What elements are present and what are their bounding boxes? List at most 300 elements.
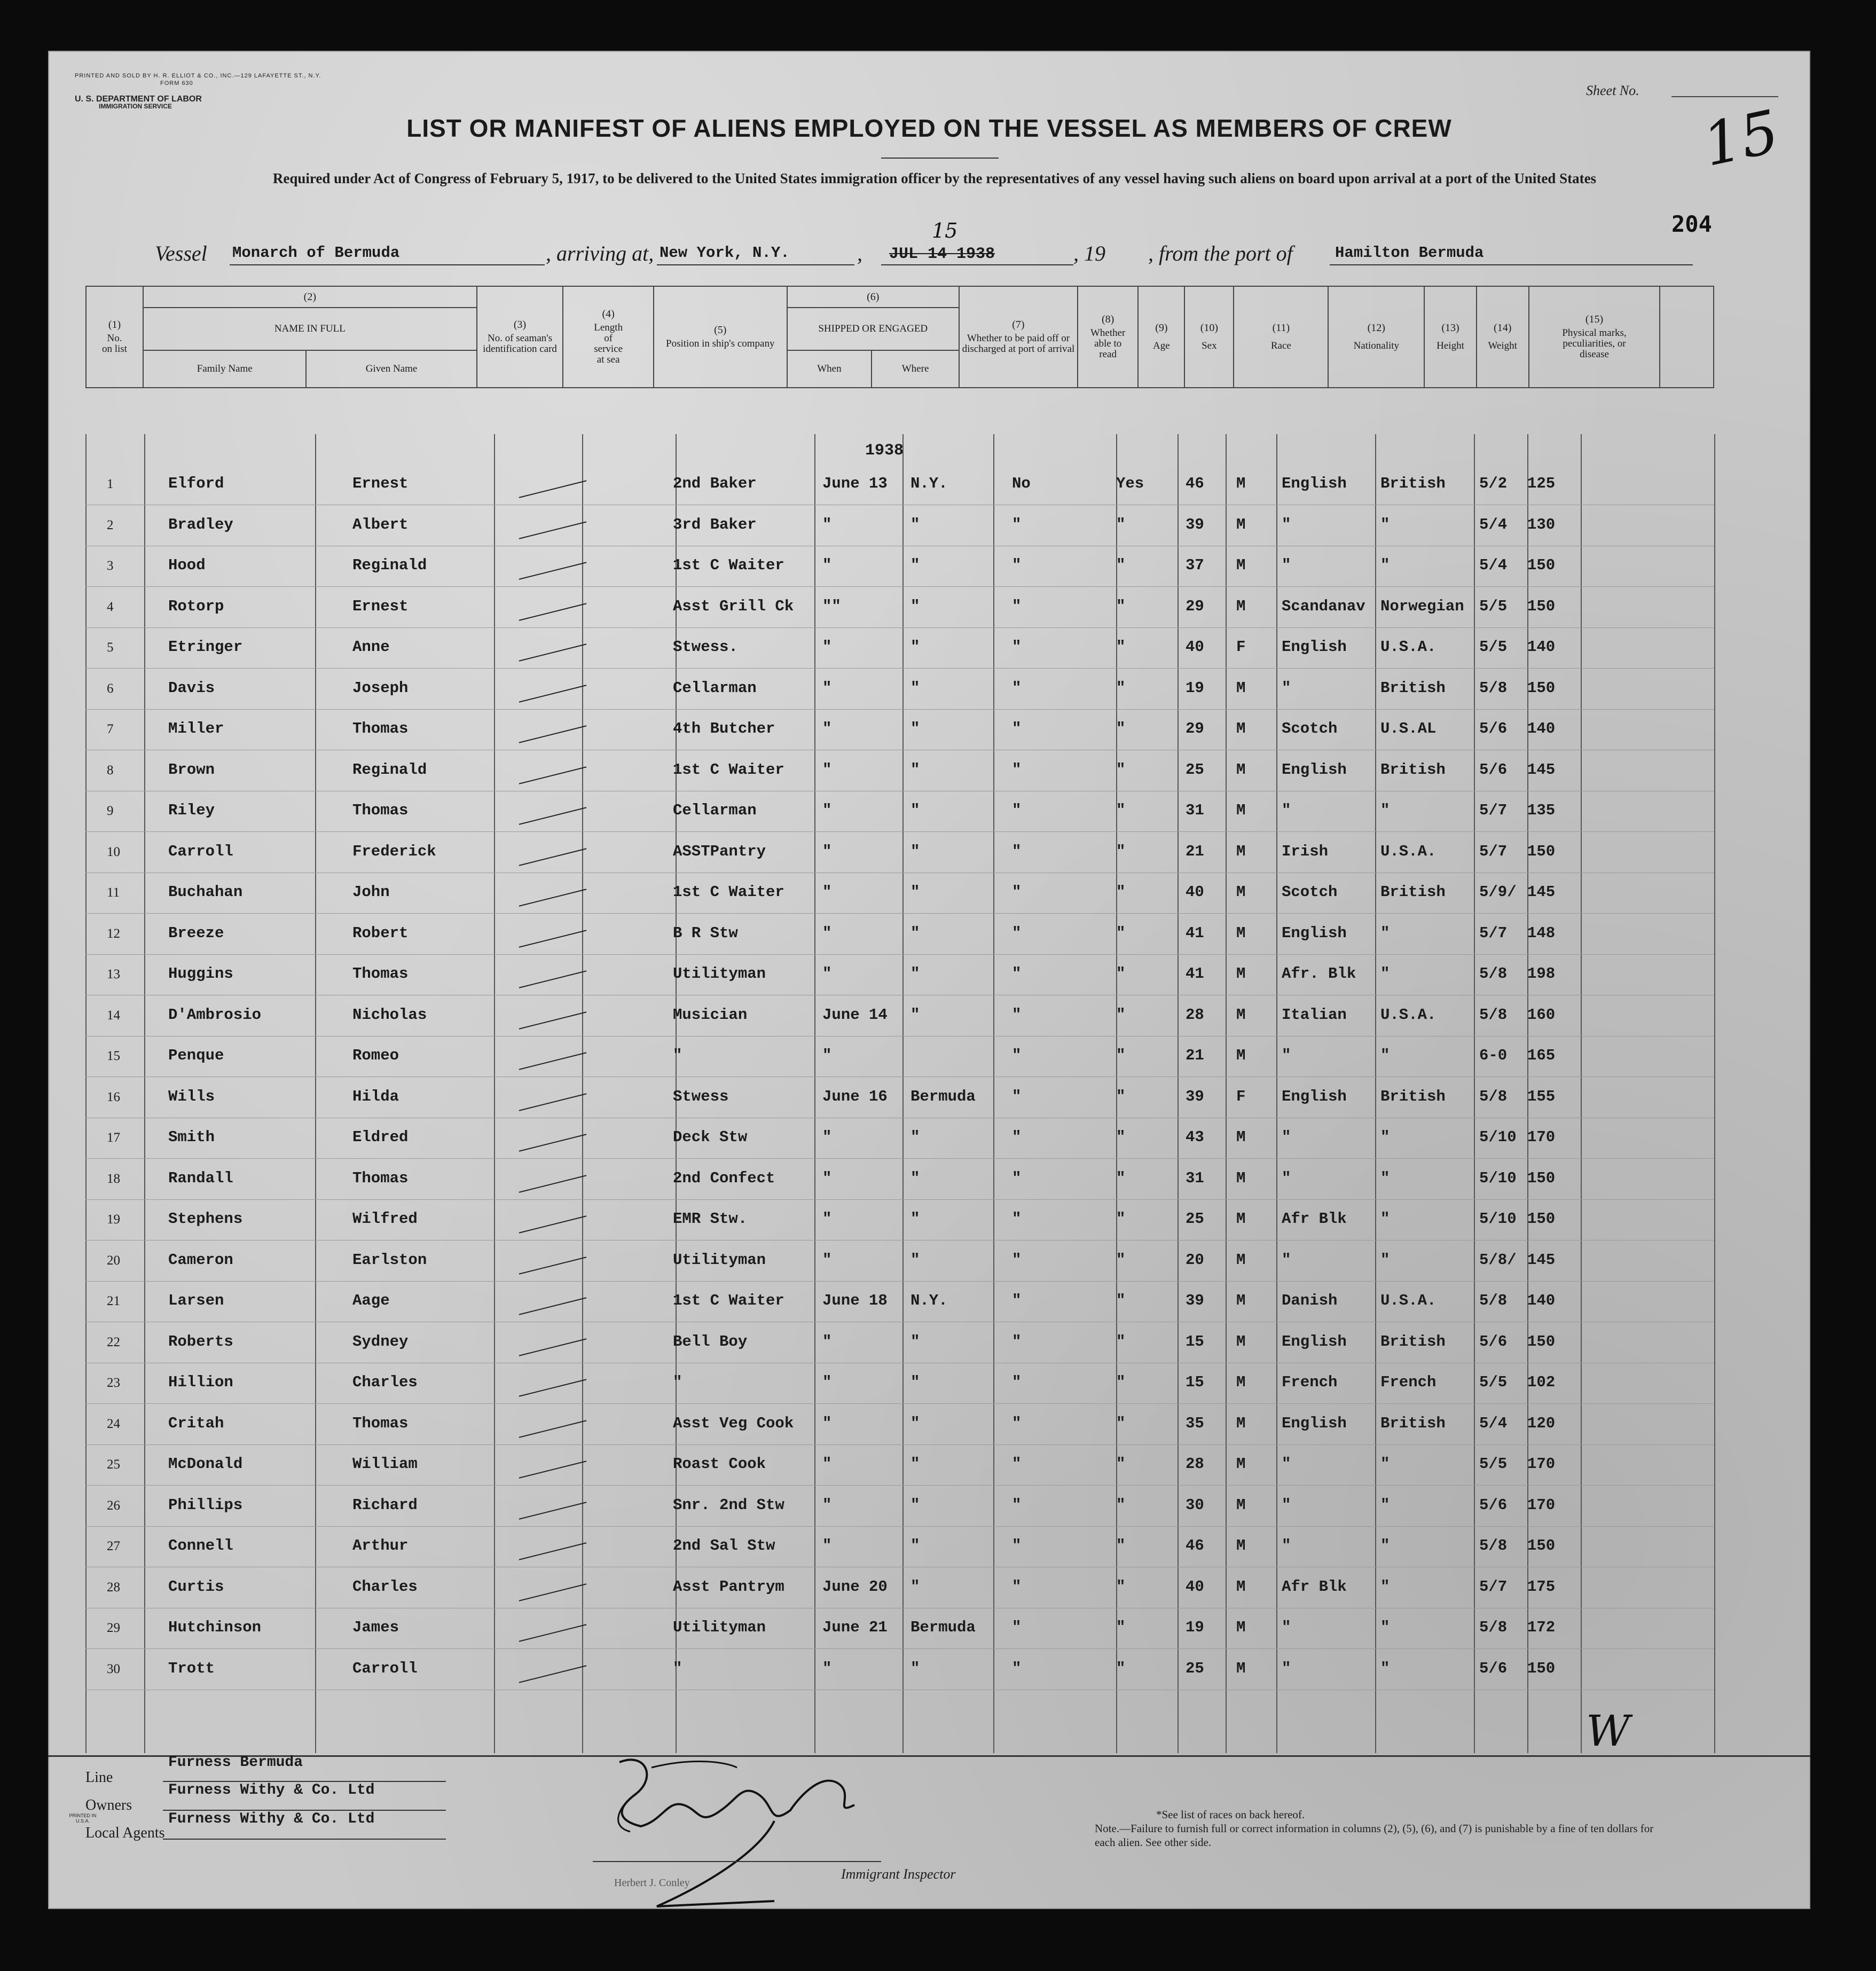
cell-nat: ": [1380, 1496, 1390, 1514]
cell-given: Anne: [352, 638, 390, 656]
printer-credit: [75, 72, 321, 87]
cell-where: ": [910, 802, 920, 819]
cell-where: ": [910, 1537, 920, 1554]
table-row: [85, 955, 1714, 996]
cell-paid: ": [1012, 638, 1022, 656]
row-rule: [85, 627, 1714, 628]
cell-weight: 148: [1527, 924, 1556, 942]
cell-position: EMR Stw.: [673, 1210, 748, 1228]
cell-age: 41: [1186, 924, 1204, 942]
cell-when: ": [822, 1455, 832, 1473]
year-shipped: 1938: [865, 442, 904, 460]
cell-height: 5/10: [1479, 1210, 1517, 1228]
cell-sex: M: [1236, 515, 1246, 533]
cell-race: ": [1282, 1619, 1291, 1636]
cell-when: ": [822, 760, 832, 779]
cell-read: ": [1116, 1455, 1126, 1473]
table-row: [85, 1323, 1714, 1364]
cell-no: 27: [107, 1539, 120, 1553]
row-rule: [85, 1403, 1714, 1404]
cell-family: Curtis: [168, 1577, 224, 1596]
cell-where: ": [910, 965, 920, 983]
row-rule: [85, 1648, 1714, 1649]
col-read-label: Whether able to read: [1090, 327, 1126, 360]
cell-given: Thomas: [352, 720, 409, 737]
service-label: IMMIGRATION SERVICE: [99, 103, 172, 110]
cell-when: June 20: [822, 1577, 888, 1596]
cell-paid: ": [1012, 1047, 1022, 1064]
cell-paid: ": [1012, 1006, 1022, 1024]
cell-sex: M: [1236, 1455, 1246, 1473]
cell-given: Charles: [352, 1577, 418, 1596]
cell-paid: ": [1012, 924, 1022, 942]
cell-race: Afr Blk: [1282, 1577, 1347, 1596]
cell-height: 5/7: [1479, 1577, 1508, 1596]
cell-read: ": [1116, 1414, 1126, 1432]
cell-position: Utilityman: [673, 1619, 766, 1636]
cell-no: 4: [107, 599, 114, 614]
col-height-label: Height: [1437, 340, 1464, 351]
cell-position: Snr. 2nd Stw: [673, 1496, 784, 1514]
row-rule: [85, 709, 1714, 710]
date-line: [881, 264, 1073, 265]
col-position-number: (5): [714, 324, 727, 336]
table-row: [85, 1078, 1714, 1119]
cell-position: 1st C Waiter: [673, 760, 784, 779]
cell-when: ": [822, 1659, 832, 1677]
cell-where: ": [910, 1373, 920, 1391]
cell-given: Thomas: [352, 1169, 409, 1187]
cell-family: Miller: [168, 720, 224, 737]
col-no-number: (1): [108, 319, 121, 331]
cell-where: Bermuda: [910, 1087, 976, 1105]
cell-position: Cellarman: [673, 679, 757, 697]
cell-no: 22: [107, 1334, 120, 1349]
col-when: When: [787, 350, 872, 388]
cell-when: ": [822, 1373, 832, 1391]
cell-nat: ": [1380, 1251, 1390, 1269]
cell-age: 39: [1186, 1087, 1204, 1105]
cell-age: 25: [1186, 1659, 1204, 1677]
cell-weight: 170: [1527, 1128, 1556, 1146]
agents-value: Furness Withy & Co. Ltd: [168, 1811, 375, 1827]
cell-read: ": [1116, 883, 1126, 901]
cell-position: ": [673, 1659, 682, 1677]
arriving-line: [657, 264, 854, 265]
cell-race: ": [1282, 802, 1291, 819]
cell-paid: ": [1012, 679, 1022, 697]
id-card-tick: [519, 603, 587, 621]
cell-read: ": [1116, 1128, 1126, 1146]
cell-race: ": [1282, 1047, 1291, 1064]
cell-weight: 130: [1527, 515, 1556, 533]
cell-given: Albert: [352, 515, 409, 533]
cell-when: June 18: [822, 1292, 888, 1309]
cell-height: 5/6: [1479, 1332, 1508, 1350]
col-read-number: (8): [1101, 313, 1114, 325]
col-position-header: [654, 286, 787, 388]
col-weight-number: (14): [1494, 322, 1512, 334]
cell-height: 5/8: [1479, 1537, 1508, 1554]
col-name-header: [143, 286, 477, 308]
id-card-tick: [519, 807, 587, 824]
cell-family: Hillion: [168, 1373, 233, 1391]
cell-when: ": [822, 842, 832, 860]
col-read-header: [1078, 286, 1138, 388]
agents-underline: [163, 1839, 446, 1840]
table-row: [85, 588, 1714, 629]
cell-given: William: [352, 1455, 418, 1473]
col-paid-label: Whether to be paid off or discharged at port of arrival: [962, 333, 1075, 355]
cell-race: English: [1282, 638, 1347, 656]
col-nationality-header: [1328, 286, 1424, 388]
cell-age: 19: [1186, 679, 1204, 697]
cell-weight: 175: [1527, 1577, 1556, 1596]
cell-position: 4th Butcher: [673, 720, 775, 737]
cell-where: ": [910, 1128, 920, 1146]
cell-race: ": [1282, 556, 1291, 574]
cell-when: June 21: [822, 1619, 888, 1636]
line-value: Furness Bermuda: [168, 1754, 303, 1771]
cell-weight: 172: [1527, 1619, 1556, 1636]
cell-family: Riley: [168, 802, 215, 819]
cell-where: ": [910, 883, 920, 901]
cell-age: 46: [1186, 1537, 1204, 1554]
cell-family: Penque: [168, 1047, 224, 1064]
row-rule: [85, 1444, 1714, 1445]
cell-height: 5/4: [1479, 515, 1508, 533]
cell-given: Arthur: [352, 1537, 409, 1554]
cell-given: Earlston: [352, 1251, 427, 1269]
cell-family: Wills: [168, 1087, 215, 1105]
cell-position: 3rd Baker: [673, 515, 757, 533]
col-no-label: No. on list: [101, 333, 127, 355]
sheet-number-handwritten: 15: [1697, 97, 1785, 180]
footer-top-rule: [48, 1755, 1810, 1757]
cell-position: ": [673, 1047, 682, 1064]
id-card-tick: [519, 1257, 587, 1274]
cell-when: ": [822, 965, 832, 983]
cell-sex: M: [1236, 924, 1246, 942]
col-race-label: Race: [1270, 340, 1291, 351]
stamp-number: 204: [1671, 211, 1712, 237]
id-card-tick: [519, 1502, 587, 1519]
cell-no: 12: [107, 926, 120, 941]
cell-age: 28: [1186, 1455, 1204, 1473]
cell-family: Bradley: [168, 515, 233, 533]
cell-height: 5/7: [1479, 802, 1508, 819]
cell-weight: 125: [1527, 475, 1556, 492]
cell-sex: M: [1236, 1332, 1246, 1350]
cell-no: 14: [107, 1008, 120, 1023]
cell-paid: ": [1012, 597, 1022, 615]
cell-no: 17: [107, 1130, 120, 1145]
cell-given: Eldred: [352, 1128, 409, 1146]
cell-where: ": [910, 924, 920, 942]
cell-where: N.Y.: [910, 1292, 948, 1309]
cell-given: Romeo: [352, 1047, 399, 1064]
cell-position: ASSTPantry: [673, 842, 766, 860]
cell-no: 23: [107, 1376, 120, 1390]
col-paid-header: [959, 286, 1078, 388]
table-row: [85, 1282, 1714, 1323]
col-no-header: [86, 286, 143, 388]
cell-position: Asst Veg Cook: [673, 1414, 794, 1432]
cell-paid: ": [1012, 1332, 1022, 1350]
id-card-tick: [519, 1134, 587, 1151]
sheet-number-line: [1671, 96, 1778, 97]
col-service-header: [563, 286, 653, 388]
id-card-tick: [519, 1379, 587, 1396]
cell-given: James: [352, 1619, 399, 1636]
cell-no: 8: [107, 763, 114, 778]
cell-nat: British: [1380, 1414, 1446, 1432]
cell-when: ": [822, 1332, 832, 1350]
cell-weight: 102: [1527, 1373, 1556, 1391]
col-nationality-label: Nationality: [1353, 340, 1400, 351]
cell-age: 40: [1186, 883, 1204, 901]
cell-when: ": [822, 679, 832, 697]
cell-height: 5/6: [1479, 1659, 1508, 1677]
col-where: Where: [872, 350, 959, 388]
cell-nat: French: [1380, 1373, 1437, 1391]
table-row: [85, 1446, 1714, 1486]
table-row: [85, 1568, 1714, 1609]
cell-read: ": [1116, 1251, 1126, 1269]
row-rule: [85, 1485, 1714, 1486]
cell-nat: British: [1380, 1332, 1446, 1350]
cell-height: 5/5: [1479, 638, 1508, 656]
cell-sex: M: [1236, 679, 1246, 697]
cell-read: ": [1116, 1006, 1126, 1024]
cell-where: ": [910, 1006, 920, 1024]
cell-no: 11: [107, 885, 120, 900]
cell-weight: 135: [1527, 802, 1556, 819]
cell-read: ": [1116, 1659, 1126, 1677]
cell-weight: 170: [1527, 1455, 1556, 1473]
cell-race: ": [1282, 1659, 1291, 1677]
cell-no: 5: [107, 640, 114, 655]
cell-weight: 140: [1527, 638, 1556, 656]
cell-age: 15: [1186, 1332, 1204, 1350]
cell-read: ": [1116, 1210, 1126, 1228]
col-age-label: Age: [1153, 340, 1170, 351]
cell-race: Italian: [1282, 1006, 1347, 1024]
cell-position: B R Stw: [673, 924, 738, 942]
cell-sex: M: [1236, 1210, 1246, 1228]
cell-race: Scotch: [1282, 883, 1338, 901]
cell-family: Larsen: [168, 1292, 224, 1309]
cell-family: Davis: [168, 679, 215, 697]
cell-sex: M: [1236, 1496, 1246, 1514]
cell-age: 25: [1186, 1210, 1204, 1228]
cell-read: ": [1116, 515, 1126, 533]
arriving-label: , arriving at,: [546, 241, 654, 265]
cell-where: ": [910, 1414, 920, 1432]
cell-read: ": [1116, 1577, 1126, 1596]
id-card-tick: [519, 1052, 587, 1070]
manifest-body: [85, 434, 1714, 1753]
cell-read: ": [1116, 1373, 1126, 1391]
cell-height: 5/7: [1479, 842, 1508, 860]
table-row: [85, 751, 1714, 792]
cell-given: Nicholas: [352, 1006, 427, 1024]
cell-given: Joseph: [352, 679, 409, 697]
cell-weight: 140: [1527, 1292, 1556, 1309]
cell-race: Irish: [1282, 842, 1329, 860]
col-height-header: [1424, 286, 1477, 388]
cell-height: 5/6: [1479, 720, 1508, 737]
cell-race: English: [1282, 1332, 1347, 1350]
table-row: [85, 1405, 1714, 1446]
cell-weight: 155: [1527, 1087, 1556, 1105]
table-row: [85, 670, 1714, 710]
cell-height: 5/7: [1479, 924, 1508, 942]
col-name-number: (2): [303, 290, 316, 303]
manifest-sheet: [48, 51, 1810, 1909]
cell-sex: M: [1236, 720, 1246, 737]
cell-sex: M: [1236, 1537, 1246, 1554]
cell-read: ": [1116, 1332, 1126, 1350]
cell-family: Phillips: [168, 1496, 243, 1514]
cell-where: ": [910, 556, 920, 574]
cell-race: ": [1282, 1455, 1291, 1473]
cell-race: ": [1282, 515, 1291, 533]
cell-nat: ": [1380, 1169, 1390, 1187]
cell-read: ": [1116, 1087, 1126, 1105]
vessel-name-line: [230, 264, 545, 265]
cell-weight: 145: [1527, 760, 1556, 779]
cell-no: 28: [107, 1580, 120, 1595]
cell-when: June 13: [822, 475, 888, 492]
table-row: [85, 465, 1714, 506]
col-age-header: [1138, 286, 1184, 388]
cell-given: Carroll: [352, 1659, 418, 1677]
cell-read: ": [1116, 556, 1126, 574]
col-service-label: Length of service at sea: [594, 322, 623, 365]
vessel-label: Vessel: [155, 241, 207, 265]
id-card-tick: [519, 1583, 587, 1601]
row-rule: [85, 586, 1714, 587]
cell-where: ": [910, 1577, 920, 1596]
cell-read: ": [1116, 1496, 1126, 1514]
cell-sex: M: [1236, 883, 1246, 901]
cell-position: Bell Boy: [673, 1332, 748, 1350]
cell-age: 31: [1186, 1169, 1204, 1187]
cell-sex: M: [1236, 597, 1246, 615]
cell-paid: ": [1012, 1659, 1022, 1677]
cell-given: Charles: [352, 1373, 418, 1391]
cell-no: 21: [107, 1294, 120, 1308]
cell-race: ": [1282, 1537, 1291, 1554]
cell-when: June 16: [822, 1087, 888, 1105]
col-race-header: [1234, 286, 1328, 388]
cell-family: Buchahan: [168, 883, 243, 901]
cell-position: 2nd Baker: [673, 475, 757, 492]
cell-age: 46: [1186, 475, 1204, 492]
col-height-number: (13): [1441, 322, 1459, 334]
table-row: [85, 1160, 1714, 1200]
cell-no: 15: [107, 1049, 120, 1063]
row-rule: [85, 1158, 1714, 1159]
cell-sex: M: [1236, 1251, 1246, 1269]
cell-when: ": [822, 1496, 832, 1514]
col-marks-header: [1529, 286, 1660, 388]
cell-position: 1st C Waiter: [673, 556, 784, 574]
cell-given: Reginald: [352, 760, 427, 779]
table-row: [85, 629, 1714, 669]
cell-read: ": [1116, 1537, 1126, 1554]
cell-when: ": [822, 883, 832, 901]
col-sex-header: [1184, 286, 1234, 388]
cell-weight: 150: [1527, 597, 1556, 615]
cell-where: ": [910, 679, 920, 697]
cell-weight: 150: [1527, 1659, 1556, 1677]
id-card-tick: [519, 521, 587, 539]
cell-where: ": [910, 1210, 920, 1228]
id-card-tick: [519, 643, 587, 661]
cell-nat: ": [1380, 924, 1390, 942]
printed-in-usa: PRINTED IN U.S.A.: [69, 1813, 97, 1824]
cell-age: 21: [1186, 1047, 1204, 1064]
cell-sex: F: [1236, 1087, 1246, 1105]
owners-value: Furness Withy & Co. Ltd: [168, 1782, 375, 1799]
cell-position: Utilityman: [673, 1251, 766, 1269]
cell-nat: ": [1380, 965, 1390, 983]
cell-where: ": [910, 1496, 920, 1514]
date-correction: 15: [932, 219, 958, 242]
cell-family: Hood: [168, 556, 206, 574]
cell-nat: British: [1380, 475, 1446, 492]
cell-paid: ": [1012, 1251, 1022, 1269]
cell-age: 39: [1186, 515, 1204, 533]
id-card-tick: [519, 1011, 587, 1029]
cell-paid: No: [1012, 475, 1031, 492]
cell-paid: ": [1012, 965, 1022, 983]
id-card-tick: [519, 1297, 587, 1315]
cell-when: ": [822, 1537, 832, 1554]
cell-height: 5/8: [1479, 1087, 1508, 1105]
id-card-tick: [519, 930, 587, 947]
cell-paid: ": [1012, 1373, 1022, 1391]
table-row: [85, 1650, 1714, 1691]
cell-sex: M: [1236, 802, 1246, 819]
cell-no: 10: [107, 844, 120, 859]
cell-weight: 150: [1527, 842, 1556, 860]
col-given-name: Given Name: [306, 350, 476, 388]
cell-given: Hilda: [352, 1087, 399, 1105]
page-subtitle: Required under Act of Congress of February 5, 1917, to be delivered to the United States immigration officer by the representatives of any vessel having such aliens on board upon arrival at a port of the United States: [272, 170, 1597, 186]
col-weight-header: [1477, 286, 1529, 388]
cell-paid: ": [1012, 1414, 1022, 1432]
cell-given: Ernest: [352, 475, 409, 492]
cell-where: ": [910, 638, 920, 656]
cell-paid: ": [1012, 556, 1022, 574]
cell-when: ": [822, 556, 832, 574]
cell-position: Asst Pantrym: [673, 1577, 784, 1596]
cell-race: ": [1282, 1496, 1291, 1514]
cell-paid: ": [1012, 1455, 1022, 1473]
cell-read: ": [1116, 924, 1126, 942]
cell-race: English: [1282, 760, 1347, 779]
cell-race: Afr. Blk: [1282, 965, 1356, 983]
cell-age: 43: [1186, 1128, 1204, 1146]
id-card-tick: [519, 889, 587, 906]
cell-nat: ": [1380, 1455, 1390, 1473]
cell-read: Yes: [1116, 475, 1144, 492]
cell-paid: ": [1012, 802, 1022, 819]
inspector-signature-text: Herbert J. Conley: [614, 1877, 690, 1889]
